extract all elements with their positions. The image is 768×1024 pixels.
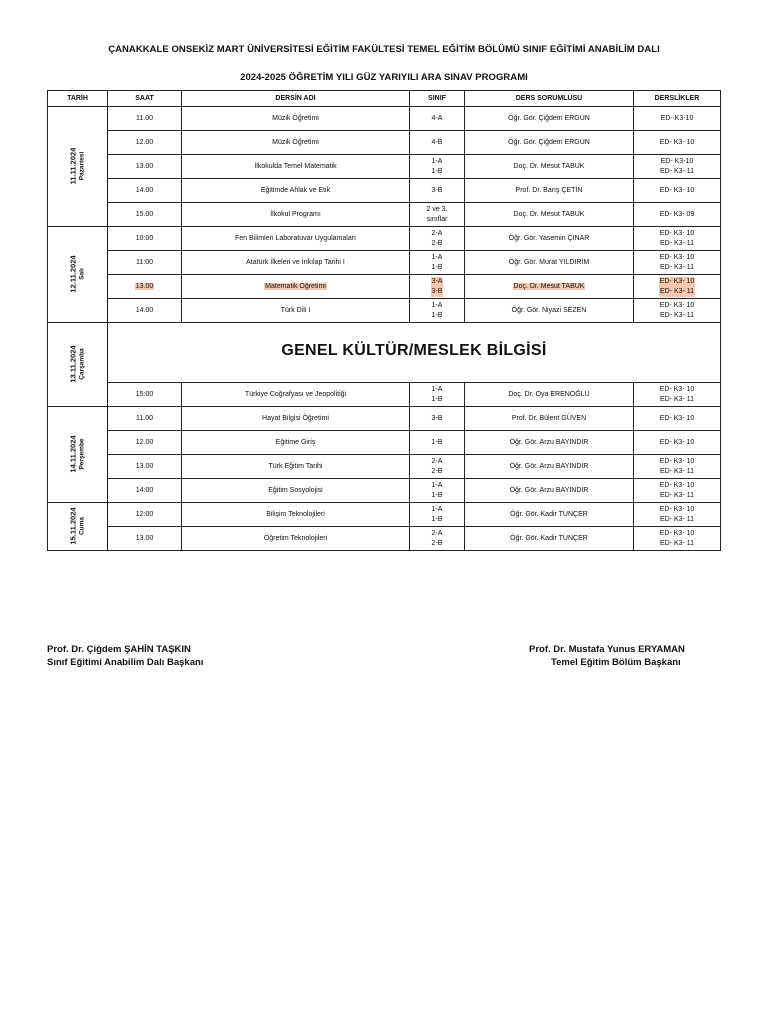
class-value: 1-B (431, 311, 443, 319)
room-value: ED- K3- 10 (659, 301, 695, 309)
room-value: ED- K3- 11 (659, 263, 695, 271)
column-header: DERSİN ADI (182, 91, 410, 107)
instructor-cell (465, 179, 634, 203)
room-values (660, 229, 695, 249)
class-value: 1-A (431, 253, 443, 261)
course-cell (182, 527, 410, 551)
weekday-text: Çarşamba (78, 348, 86, 380)
time-cell (108, 527, 182, 551)
class-cell (410, 251, 465, 275)
class-values (432, 505, 443, 525)
room-value: ED- K3- 10 (659, 138, 695, 146)
weekday-text: Cuma (78, 516, 86, 536)
course-text: Müzik Öğretimi (272, 138, 319, 146)
table-row (48, 299, 721, 323)
section-banner: GENEL KÜLTÜR/MESLEK BİLGİSİ (281, 342, 547, 359)
class-value: 1-B (431, 515, 443, 523)
table-row (48, 203, 721, 227)
time-text: 12.00 (135, 138, 154, 146)
room-value: ED- K3- 11 (659, 395, 695, 403)
schedule-body (48, 107, 721, 551)
instructor-text: Prof. Dr. Bülent GÜVEN (511, 414, 587, 422)
class-cell (410, 479, 465, 503)
course-text: Bilişim Teknolojileri (266, 510, 325, 518)
time-cell (108, 203, 182, 227)
date-text: 15.11.2024 (68, 507, 78, 545)
signatory-title: Sınıf Eğitimi Anabilim Dalı Başkanı (47, 657, 204, 668)
time-text: 11.00 (136, 114, 153, 122)
instructor-cell (465, 107, 634, 131)
table-row (48, 251, 721, 275)
instructor-cell (465, 527, 634, 551)
class-value: sınıflar (426, 215, 448, 223)
class-value: 3-A (431, 277, 443, 285)
class-cell (410, 383, 465, 407)
room-value: ED- K3- 10 (659, 414, 695, 422)
instructor-text: Öğr. Gör. Çiğdem ERGUN (508, 138, 590, 146)
table-row (48, 383, 721, 407)
document-subtitle: 2024-2025 ÖĞRETİM YILI GÜZ YARIYILI ARA SINAV PROGRAMI (240, 72, 528, 83)
room-values (660, 210, 695, 220)
room-values (660, 414, 695, 424)
class-value: 3-B (431, 186, 443, 194)
instructor-text: Öğr. Gör. Çiğdem ERGUN (508, 114, 590, 122)
class-cell (410, 227, 465, 251)
room-values (660, 529, 695, 549)
course-text: Hayat Bilgisi Öğretimi (262, 414, 329, 422)
course-text: Eğitime Giriş (275, 438, 316, 446)
instructor-text: Doç. Dr. Mesut TABUK (513, 162, 585, 170)
course-cell (182, 155, 410, 179)
class-values (432, 229, 443, 249)
time-cell (108, 431, 182, 455)
course-cell (182, 203, 410, 227)
course-cell (182, 179, 410, 203)
signatory-name: Prof. Dr. Mustafa Yunus ERYAMAN (529, 644, 685, 655)
class-values (432, 138, 443, 148)
room-cell (634, 131, 721, 155)
column-header: TARİH (48, 91, 108, 107)
room-cell (634, 107, 721, 131)
class-value: 1-B (431, 395, 443, 403)
date-text: 11.11.2024 (68, 147, 78, 185)
room-value: ED- K3- 11 (659, 515, 695, 523)
room-cell (634, 527, 721, 551)
table-row (48, 107, 721, 131)
room-values (660, 385, 695, 405)
class-cell (410, 179, 465, 203)
time-cell (108, 275, 182, 299)
instructor-cell (465, 203, 634, 227)
instructor-text: Öğr. Gör. Kadir TUNÇER (510, 510, 588, 518)
table-row (48, 275, 721, 299)
class-values (432, 157, 443, 177)
instructor-cell (465, 431, 634, 455)
course-text: Eğitim Sosyolojisi (268, 486, 323, 494)
class-value: 1-A (431, 481, 443, 489)
room-value: ED- K3- 11 (659, 239, 695, 247)
class-cell (410, 407, 465, 431)
room-values (660, 481, 695, 501)
instructor-text: Öğr. Gör. Niyazi SEZEN (511, 306, 587, 314)
course-cell (182, 383, 410, 407)
room-value: ED- K3- 11 (659, 467, 695, 475)
room-value: ED- K3- 10 (659, 438, 695, 446)
time-cell (108, 479, 182, 503)
time-cell (108, 407, 182, 431)
date-label (69, 345, 87, 382)
room-values (660, 457, 695, 477)
column-header: SAAT (108, 91, 182, 107)
room-cell (634, 203, 721, 227)
room-values (659, 277, 696, 297)
instructor-cell (465, 479, 634, 503)
signatory-name: Prof. Dr. Çiğdem ŞAHİN TAŞKIN (47, 644, 191, 655)
class-value: 2-A (431, 457, 443, 465)
course-cell (182, 275, 410, 299)
course-text: Matematik Öğretimi (265, 282, 326, 290)
class-values (432, 186, 443, 196)
course-text: İlkokulda Temel Matematik (254, 162, 337, 170)
time-cell (108, 179, 182, 203)
room-value: ED- K3- 10 (659, 186, 695, 194)
room-cell (634, 227, 721, 251)
class-cell (410, 107, 465, 131)
table-row (48, 155, 721, 179)
class-values (432, 457, 443, 477)
class-value: 1-B (431, 167, 443, 175)
column-header: SINIF (410, 91, 465, 107)
room-value: ED- K3-10 (660, 157, 694, 165)
room-value: ED- K3- 10 (659, 481, 695, 489)
table-row (48, 179, 721, 203)
class-value: 1-A (431, 385, 443, 393)
banner-row (48, 323, 721, 383)
room-value: ED- K3- 11 (659, 539, 695, 547)
class-cell (410, 131, 465, 155)
room-value: ED- K3- 10 (659, 385, 695, 393)
room-value: ED- K3-10 (660, 114, 694, 122)
instructor-cell (465, 407, 634, 431)
instructor-cell (465, 299, 634, 323)
instructor-text: Öğr. Gör. Murat YILDIRIM (508, 258, 590, 266)
time-text: 12.00 (135, 438, 154, 446)
instructor-cell (465, 155, 634, 179)
class-values (432, 114, 443, 124)
course-text: Eğitimde Ahlak ve Etik (260, 186, 331, 194)
instructor-cell (465, 251, 634, 275)
room-values (660, 505, 695, 525)
class-value: 4-B (431, 138, 443, 146)
course-cell (182, 479, 410, 503)
room-value: ED- K3- 10 (659, 253, 695, 261)
instructor-cell (465, 503, 634, 527)
class-cell (410, 431, 465, 455)
instructor-text: Doç. Dr. Oya ERENOĞLU (508, 390, 590, 398)
time-text: 15:00 (135, 390, 154, 398)
course-text: Türkiye Coğrafyası ve Jeopolitiği (244, 390, 347, 398)
class-cell (410, 527, 465, 551)
room-values (660, 301, 695, 321)
class-values (432, 385, 443, 405)
course-cell (182, 227, 410, 251)
course-text: Fen Bilimleri Laboratuvar Uygulamaları (235, 234, 356, 242)
class-value: 1-B (431, 491, 443, 499)
course-cell (182, 503, 410, 527)
time-cell (108, 131, 182, 155)
course-cell (182, 455, 410, 479)
class-cell (410, 275, 465, 299)
table-row (48, 455, 721, 479)
room-cell (634, 431, 721, 455)
instructor-text: Öğr. Gör. Arzu BAYINDIR (509, 438, 589, 446)
class-cell (410, 155, 465, 179)
room-value: ED- K3- 10 (659, 277, 695, 285)
room-value: ED- K3- 10 (659, 457, 695, 465)
room-cell (634, 275, 721, 299)
date-cell (48, 323, 108, 407)
table-row (48, 227, 721, 251)
time-text: 12:00 (135, 510, 154, 518)
time-text: 11.00 (136, 414, 153, 422)
course-cell (182, 131, 410, 155)
class-cell (410, 203, 465, 227)
class-values (432, 529, 443, 549)
course-cell (182, 431, 410, 455)
instructor-text: Doç. Dr. Mesut TABUK (513, 210, 585, 218)
table-row (48, 527, 721, 551)
room-values (660, 138, 695, 148)
class-values (432, 438, 443, 448)
time-cell (108, 455, 182, 479)
time-text: 14:00 (135, 486, 154, 494)
table-header-row (48, 91, 721, 107)
table-row (48, 131, 721, 155)
instructor-text: Prof. Dr. Barış ÇETİN (515, 186, 583, 194)
time-text: 15.00 (135, 210, 154, 218)
class-value: 2 ve 3. (426, 205, 448, 213)
signatory-title: Temel Eğitim Bölüm Başkanı (551, 657, 681, 668)
instructor-cell (465, 383, 634, 407)
date-label (69, 435, 87, 472)
room-value: ED- K3- 10 (659, 505, 695, 513)
room-value: ED- K3- 10 (659, 229, 695, 237)
class-cell (410, 299, 465, 323)
class-value: 2-B (431, 239, 443, 247)
time-text: 13.00 (135, 462, 154, 470)
class-values (432, 481, 443, 501)
course-text: İlkokul Programı (270, 210, 321, 218)
date-cell (48, 227, 108, 323)
room-cell (634, 179, 721, 203)
class-value: 1-A (431, 157, 443, 165)
table-row (48, 407, 721, 431)
instructor-text: Öğr. Gör. Arzu BAYINDIR (509, 486, 589, 494)
room-cell (634, 155, 721, 179)
class-value: 1-A (431, 505, 443, 513)
room-values (660, 253, 695, 273)
class-cell (410, 455, 465, 479)
instructor-cell (465, 275, 634, 299)
instructor-cell (465, 227, 634, 251)
room-cell (634, 407, 721, 431)
room-values (661, 114, 694, 124)
signature-left (47, 643, 203, 669)
room-cell (634, 251, 721, 275)
class-value: 2-B (431, 539, 443, 547)
weekday-text: Pazartesi (78, 151, 86, 181)
room-values (660, 186, 695, 196)
date-cell (48, 407, 108, 503)
date-cell (48, 503, 108, 551)
date-cell (48, 107, 108, 227)
course-text: Türk Eğitim Tarihi (268, 462, 323, 470)
class-value: 4-A (431, 114, 443, 122)
room-cell (634, 479, 721, 503)
instructor-text: Öğr. Gör. Yasemin ÇINAR (508, 234, 590, 242)
date-text: 12.11.2024 (68, 255, 78, 293)
class-values (432, 253, 443, 273)
class-value: 1-B (431, 438, 443, 446)
course-text: Atatürk İlkeleri ve İnkılap Tarihi I (246, 258, 345, 266)
course-cell (182, 299, 410, 323)
class-value: 2-B (431, 467, 443, 475)
class-values (432, 301, 443, 321)
class-value: 3-B (431, 414, 443, 422)
time-cell (108, 299, 182, 323)
exam-schedule-table (47, 90, 721, 551)
class-values (431, 277, 444, 297)
instructor-cell (465, 131, 634, 155)
column-header: DERSLİKLER (634, 91, 721, 107)
room-cell (634, 383, 721, 407)
course-text: Türk Dili I (280, 306, 311, 314)
time-text: 14.00 (135, 186, 154, 194)
time-cell (108, 503, 182, 527)
room-cell (634, 503, 721, 527)
time-text: 13.00 (135, 282, 154, 290)
table-row (48, 503, 721, 527)
room-cell (634, 455, 721, 479)
weekday-text: Perşembe (78, 438, 86, 470)
class-value: 1-B (431, 263, 443, 271)
weekday-text: Salı (78, 268, 86, 280)
room-value: ED- K3- 09 (659, 210, 695, 218)
document-title: ÇANAKKALE ONSEKİZ MART ÜNİVERSİTESİ EĞİTİM FAKÜLTESİ TEMEL EĞİTİM BÖLÜMÜ SINIF EĞİTİMİ ANABİLİM DALI (108, 44, 660, 55)
time-cell (108, 227, 182, 251)
room-value: ED- K3- 11 (659, 287, 695, 295)
signature-right (529, 643, 685, 669)
instructor-text: Doç. Dr. Mesut TABUK (513, 282, 585, 290)
class-values (432, 414, 443, 424)
room-values (660, 438, 695, 448)
banner-cell (108, 323, 721, 383)
class-value: 3-B (431, 287, 443, 295)
course-text: Müzik Öğretimi (272, 114, 319, 122)
time-text: 13.00 (135, 162, 154, 170)
column-header: DERS SORUMLUSU (465, 91, 634, 107)
instructor-text: Öğr. Gör. Arzu BAYINDIR (509, 462, 589, 470)
time-cell (108, 107, 182, 131)
time-text: 13.00 (135, 534, 154, 542)
class-cell (410, 503, 465, 527)
instructor-cell (465, 455, 634, 479)
course-cell (182, 251, 410, 275)
room-value: ED- K3- 11 (659, 311, 695, 319)
room-value: ED- K3- 11 (659, 491, 695, 499)
class-value: 2-A (431, 529, 443, 537)
time-cell (108, 383, 182, 407)
date-text: 14.11.2024 (68, 435, 78, 473)
room-value: ED- K3- 11 (659, 167, 695, 175)
time-text: 10:00 (135, 234, 154, 242)
date-label (69, 255, 87, 292)
date-text: 13.11.2024 (68, 345, 78, 383)
time-cell (108, 155, 182, 179)
room-value: ED- K3- 10 (659, 529, 695, 537)
class-value: 1-A (431, 301, 443, 309)
course-cell (182, 407, 410, 431)
instructor-text: Öğr. Gör. Kadir TUNÇER (510, 534, 588, 542)
table-row (48, 479, 721, 503)
date-label (69, 507, 87, 544)
class-value: 2-A (431, 229, 443, 237)
time-cell (108, 251, 182, 275)
time-text: 11:00 (136, 258, 153, 266)
room-values (660, 157, 694, 177)
course-text: Öğretim Teknolojileri (263, 534, 328, 542)
time-text: 14.00 (135, 306, 154, 314)
date-label (69, 148, 87, 185)
room-cell (634, 299, 721, 323)
course-cell (182, 107, 410, 131)
table-row (48, 431, 721, 455)
class-values (426, 205, 447, 225)
